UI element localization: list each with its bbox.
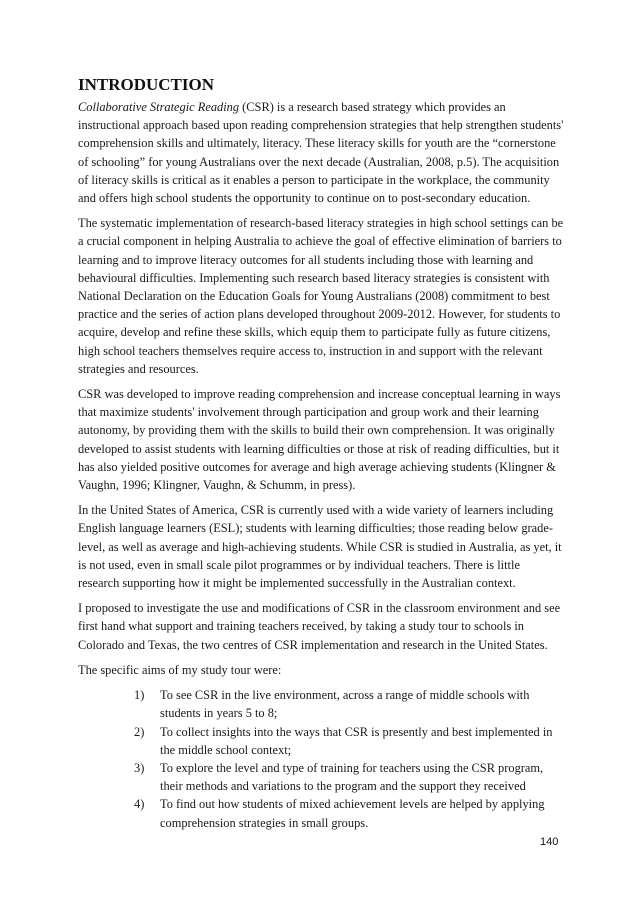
list-item-text: To collect insights into the ways that CSR is presently and best implemented in the middle school context; xyxy=(160,724,553,757)
paragraph-literacy-strategies: The systematic implementation of research-based literacy strategies in high school settings can be a crucial component in helping Australia to achieve the goal of effective elimination of barriers to learning and to improve literacy outcomes for all students including those with learning and behavioural difficulties. Implementing such research based literacy strategies is consistent with National Declaration on the Education Goals for Young Australians (2008) commitment to best practice and the series of action plans developed throughout 2009-2012. However, for students to acquire, develop and refine these skills, which equip them to participate fully as future citizens, high school teachers themselves require access to, instruction in and support with the relevant strategies and resources. xyxy=(78,216,564,376)
list-item-number: 2) xyxy=(134,724,145,739)
list-item-text: To explore the level and type of training for teachers using the CSR program, their methods and variations to the program and the support they received xyxy=(160,760,544,794)
list-item-text: To find out how students of mixed achievement levels are helped by applying comprehension strategies in small groups. xyxy=(160,797,545,830)
section-heading: INTRODUCTION xyxy=(78,75,215,94)
intro-paragraph xyxy=(78,98,564,207)
list-item-number: 4) xyxy=(134,797,145,812)
list-item xyxy=(134,723,564,759)
list-item xyxy=(134,686,564,722)
list-item xyxy=(134,759,564,795)
intro-paragraph-text: (CSR) is a research based strategy which provides an instructional approach based upon reading comprehension strategies that help strengthen students' comprehension skills and ultimately, literacy. These literacy skills for youth are the “cornerstone of schooling” for young Australians over the next decade (Australian, 2008, p.5). The acquisition of literacy skills is critical as it enables a person to participate in the workplace, the community and offers high school students the opportunity to continue on to post-secondary education. xyxy=(78,100,564,206)
csr-italic-term: Collaborative Strategic Reading xyxy=(78,100,240,114)
paragraph-proposal: I proposed to investigate the use and modifications of CSR in the classroom environment and see first hand what support and training teachers received, by taking a study tour to schools in Colorado and Texas, the two centres of CSR implementation and research in the United States. xyxy=(78,601,561,652)
list-item-text: To see CSR in the live environment, across a range of middle schools with students in years 5 to 8; xyxy=(160,688,530,721)
paragraph-usa-usage: In the United States of America, CSR is currently used with a wide variety of learners including English language learners (ESL); students with learning difficulties; those reading below grade-level, as well as average and high-achieving students. While CSR is studied in Australia, as yet, it is not used, even in small scale pilot programmes or by individual teachers. There is little research supporting how it might be implemented successfully in the Australian context. xyxy=(78,503,562,591)
list-item-number: 1) xyxy=(134,688,145,703)
paragraph-csr-development: CSR was developed to improve reading comprehension and increase conceptual learning in ways that maximize students' involvement through participation and group work and their learning autonomy, by providing them with the skills to build their own comprehension. It was originally developed to assist students with learning difficulties or those at risk of reading difficulties, but it has also yielded positive outcomes for average and high average achieving students (Klingner & Vaughn, 1996; Klingner, Vaughn, & Schumm, in press). xyxy=(78,387,561,493)
document-page xyxy=(78,74,564,832)
list-item xyxy=(134,795,564,831)
list-item-number: 3) xyxy=(134,760,145,775)
paragraph-aims-intro: The specific aims of my study tour were: xyxy=(78,662,282,677)
page-number: 140 xyxy=(540,836,559,848)
aims-list xyxy=(78,686,564,832)
